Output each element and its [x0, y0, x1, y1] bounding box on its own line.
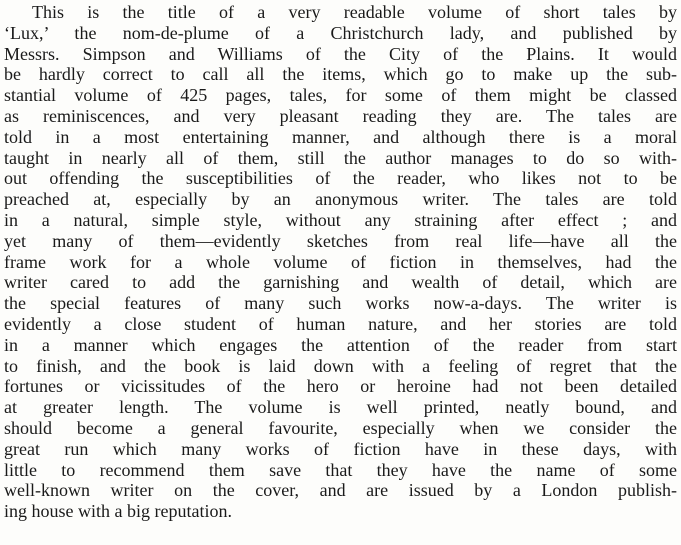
article-line: should become a general favourite, especially when we consider the: [4, 417, 677, 438]
article-line: fortunes or vicissitudes of the hero or heroine had not been detailed: [4, 376, 677, 397]
article-line: to finish, and the book is laid down with a feeling of regret that the: [4, 355, 677, 376]
article-line: yet many of them—evidently sketches from real life—have all the: [4, 230, 677, 251]
article-line: This is the title of a very readable volume of short tales by: [32, 2, 677, 22]
article-line: little to recommend them save that they have the name of some: [4, 459, 677, 480]
article-line: ing house with a big reputation.: [4, 501, 232, 522]
article-line: taught in nearly all of them, still the author manages to do so with-: [4, 147, 677, 168]
article-line: stantial volume of 425 pages, tales, for some of them might be classed: [4, 85, 677, 106]
article-line: preached at, especially by an anonymous writer. The tales are told: [4, 189, 677, 210]
article-line: Messrs. Simpson and Williams of the City of the Plains. It would: [4, 43, 677, 64]
article-line: evidently a close student of human nature, and her stories are told: [4, 313, 677, 334]
article-line: great run which many works of fiction have in these days, with: [4, 438, 677, 459]
article-line: in a natural, simple style, without any straining after effect ; and: [4, 209, 677, 230]
article-line: the special features of many such works now-a-days. The writer is: [4, 293, 677, 314]
article-line: told in a most entertaining manner, and although there is a moral: [4, 126, 677, 147]
article-line: frame work for a whole volume of fiction in themselves, had the: [4, 251, 677, 272]
article-line: ‘Lux,’ the nom-de-plume of a Christchurch lady, and published by: [4, 22, 677, 43]
article-line: at greater length. The volume is well printed, neatly bound, and: [4, 397, 677, 418]
article-line: well-known writer on the cover, and are issued by a London publish-: [4, 480, 677, 501]
article-line: be hardly correct to call all the items, which go to make up the sub-: [4, 64, 677, 85]
article-line: in a manner which engages the attention of the reader from start: [4, 334, 677, 355]
article-line: as reminiscences, and very pleasant reading they are. The tales are: [4, 105, 677, 126]
article-line: writer cared to add the garnishing and wealth of detail, which are: [4, 272, 677, 293]
article-line: out offending the susceptibilities of the reader, who likes not to be: [4, 168, 677, 189]
